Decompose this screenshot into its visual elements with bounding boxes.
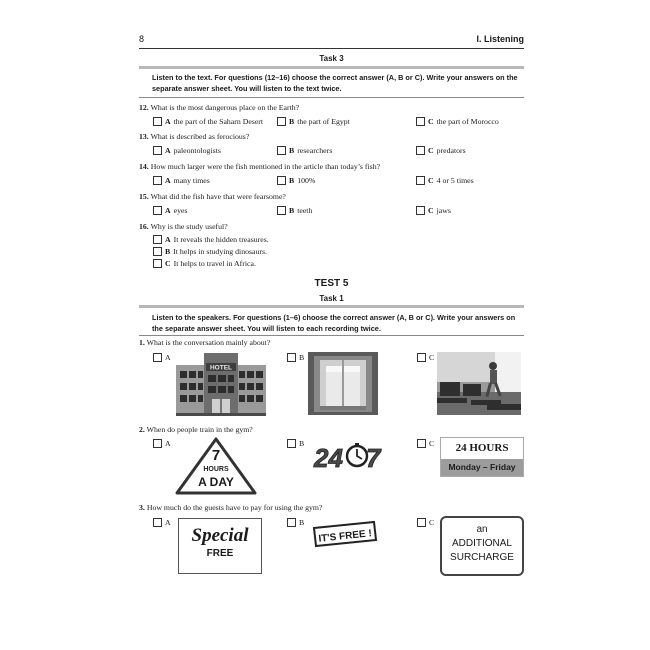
- checkbox[interactable]: [417, 518, 426, 527]
- q16-option-a[interactable]: A It reveals the hidden treasures.: [153, 235, 269, 244]
- checkbox[interactable]: [416, 176, 425, 185]
- test5-bar: [139, 305, 524, 308]
- checkbox[interactable]: [153, 353, 162, 362]
- q13-option-c[interactable]: C predators: [416, 146, 466, 155]
- q12-option-a[interactable]: A the part of the Saharn Desert: [153, 117, 263, 126]
- checkbox[interactable]: [153, 247, 162, 256]
- task3-instructions-rule: [139, 97, 524, 98]
- checkbox[interactable]: [287, 439, 296, 448]
- gym-treadmill-image: [437, 352, 521, 415]
- q16-option-c[interactable]: C It helps to travel in Africa.: [153, 259, 256, 268]
- q12-option-c[interactable]: C the part of Morocco: [416, 117, 499, 126]
- checkbox[interactable]: [153, 518, 162, 527]
- q14-option-c[interactable]: C 4 or 5 times: [416, 176, 474, 185]
- test5-task1-title: Task 1: [319, 294, 344, 303]
- q3-option-b[interactable]: B: [287, 518, 304, 527]
- t5-question-3: 3. How much do the guests have to pay for using the gym?: [139, 503, 323, 512]
- svg-text:IT'S FREE !: IT'S FREE !: [317, 528, 373, 545]
- twenty-four-seven-logo: [310, 440, 386, 472]
- svg-text:7: 7: [211, 447, 221, 464]
- q12-option-b[interactable]: B the part of Egypt: [277, 117, 350, 126]
- checkbox[interactable]: [287, 518, 296, 527]
- checkbox[interactable]: [277, 117, 286, 126]
- task3-title: Task 3: [319, 54, 344, 63]
- its-free-badge: [310, 520, 378, 548]
- checkbox[interactable]: [153, 439, 162, 448]
- sign-line-1: 24 HOURS: [455, 442, 509, 454]
- q2-option-b[interactable]: B: [287, 439, 304, 448]
- hotel-building-image: [176, 353, 266, 416]
- test5-title: TEST 5: [314, 278, 349, 289]
- q1-option-b[interactable]: B: [287, 353, 304, 362]
- svg-text:A DAY: A DAY: [198, 475, 234, 489]
- checkbox[interactable]: [277, 206, 286, 215]
- question-14: 14. How much larger were the fish mentioned in the article than today’s fish?: [139, 162, 381, 171]
- checkbox[interactable]: [153, 117, 162, 126]
- checkbox[interactable]: [416, 146, 425, 155]
- sign-line-2: Monday – Friday: [441, 459, 523, 476]
- question-16: 16. Why is the study useful?: [139, 222, 228, 231]
- q3-option-c[interactable]: C: [417, 518, 434, 527]
- page-number: 8: [139, 34, 145, 44]
- test5-instructions-rule: [139, 335, 524, 336]
- checkbox[interactable]: [153, 259, 162, 268]
- task3-bar: [139, 66, 524, 69]
- checkbox[interactable]: [416, 117, 425, 126]
- q14-option-a[interactable]: A many times: [153, 176, 210, 185]
- twenty-four-hours-weekdays-sign: [440, 437, 524, 477]
- t5-question-2: 2. When do people train in the gym?: [139, 425, 253, 434]
- checkbox[interactable]: [153, 146, 162, 155]
- elevator-image: [308, 352, 378, 415]
- header-rule: [139, 48, 524, 49]
- q16-option-b[interactable]: B It helps in studying dinosaurs.: [153, 247, 267, 256]
- q15-option-c[interactable]: C jaws: [416, 206, 451, 215]
- q15-option-b[interactable]: B teeth: [277, 206, 312, 215]
- q15-option-a[interactable]: A eyes: [153, 206, 188, 215]
- q1-option-c[interactable]: C: [417, 353, 434, 362]
- hotel-sign-text: HOTEL: [209, 364, 233, 372]
- checkbox[interactable]: [277, 146, 286, 155]
- q14-option-b[interactable]: B 100%: [277, 176, 315, 185]
- question-13: 13. What is described as ferocious?: [139, 132, 250, 141]
- checkbox[interactable]: [153, 235, 162, 244]
- checkbox[interactable]: [416, 206, 425, 215]
- checkbox[interactable]: [287, 353, 296, 362]
- t5-question-1: 1. What is the conversation mainly about?: [139, 338, 271, 347]
- checkbox[interactable]: [153, 176, 162, 185]
- question-15: 15. What did the fish have that were fearsome?: [139, 192, 286, 201]
- special-free-sign: Special FREE: [178, 518, 262, 574]
- question-12: 12. What is the most dangerous place on the Earth?: [139, 103, 300, 112]
- svg-text:24: 24: [314, 443, 343, 472]
- checkbox[interactable]: [417, 353, 426, 362]
- q13-option-a[interactable]: A paleontologists: [153, 146, 221, 155]
- q2-option-c[interactable]: C: [417, 439, 434, 448]
- q1-option-a[interactable]: A: [153, 353, 171, 362]
- test5-instructions: Listen to the speakers. For questions (1–6) choose the correct answer (A, B or C). Write your answers on the separate answer sheet. You will listen to each recording twice.: [152, 313, 516, 333]
- svg-text:7: 7: [366, 443, 381, 472]
- checkbox[interactable]: [277, 176, 286, 185]
- checkbox[interactable]: [417, 439, 426, 448]
- checkbox[interactable]: [153, 206, 162, 215]
- task3-instructions: Listen to the text. For questions (12–16) choose the correct answer (A, B or C). Write your answers on the separate answer sheet. You will listen to the text twice.: [152, 73, 518, 93]
- additional-surcharge-sign: an ADDITIONAL SURCHARGE: [440, 516, 524, 576]
- svg-text:HOURS: HOURS: [203, 466, 229, 473]
- seven-hours-a-day-sign: [175, 437, 257, 495]
- q13-option-b[interactable]: B researchers: [277, 146, 332, 155]
- q2-option-a[interactable]: A: [153, 439, 171, 448]
- q3-option-a[interactable]: A: [153, 518, 171, 527]
- section-title: I. Listening: [476, 34, 524, 44]
